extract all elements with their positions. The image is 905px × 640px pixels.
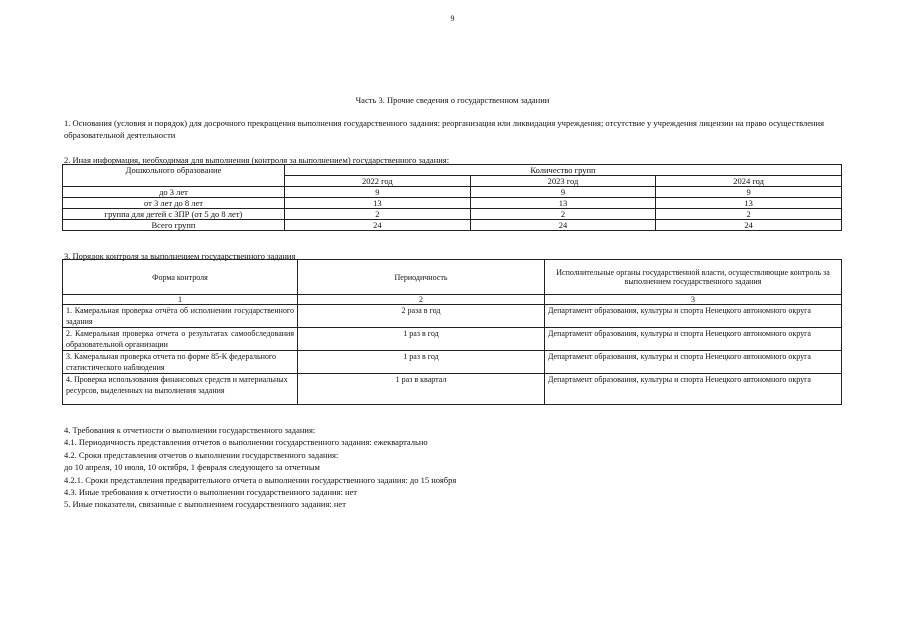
row-label: группа для детей с ЗПР (от 5 до 8 лет): [63, 209, 285, 220]
table2-header-form: Форма контроля: [63, 260, 298, 295]
item3-heading: 3. Порядок контроля за выполнением государственного задания: [64, 251, 296, 261]
table1-year: 2024 год: [656, 176, 842, 187]
control-period: 1 раз в квартал: [298, 374, 545, 405]
column-number: 1: [63, 295, 298, 305]
table1-year: 2022 год: [285, 176, 471, 187]
item2-heading: 2. Иная информация, необходимая для выполнения (контроля за выполнением) государственного задания:: [64, 155, 450, 165]
row-label: от 3 лет до 8 лет: [63, 198, 285, 209]
control-organ: Департамент образования, культуры и спорта Ненецкого автономного округа: [545, 351, 842, 374]
text-line: до 10 апреля, 10 июля, 10 октября, 1 февраля следующего за отчетным: [64, 462, 320, 473]
control-form: 1. Камеральная проверка отчёта об исполнении государственного задания: [63, 305, 298, 328]
cell-value: 13: [285, 198, 471, 209]
control-period: 1 раз в год: [298, 351, 545, 374]
table1-header-row: [63, 165, 842, 176]
table-row: [63, 328, 842, 351]
control-form: 2. Камеральная проверка отчета о результатах самообследования образовательной организации: [63, 328, 298, 351]
cell-value: 9: [285, 187, 471, 198]
column-number: 2: [298, 295, 545, 305]
table1-col-group: Количество групп: [285, 165, 842, 176]
cell-value: 24: [656, 220, 842, 231]
cell-value: 24: [470, 220, 656, 231]
control-period: 2 раза в год: [298, 305, 545, 328]
cell-value: 9: [470, 187, 656, 198]
row-label: Всего групп: [63, 220, 285, 231]
column-number: 3: [545, 295, 842, 305]
cell-value: 2: [470, 209, 656, 220]
table1-year: 2023 год: [470, 176, 656, 187]
table-row: [63, 209, 842, 220]
section-title: Часть 3. Прочие сведения о государственном задании: [355, 95, 550, 105]
text-line: 4.3. Иные требования к отчетности о выполнении государственного задания: нет: [64, 487, 357, 498]
control-organ: Департамент образования, культуры и спорта Ненецкого автономного округа: [545, 374, 842, 405]
table-row: [63, 198, 842, 209]
table2-header-organ: Исполнительные органы государственной власти, осуществляющие контроль за выполнением государственного задания: [545, 260, 842, 295]
cell-value: 24: [285, 220, 471, 231]
text-line: 4.2.1. Сроки представления предварительного отчета о выполнении государственного задания: до 15 ноября: [64, 474, 457, 485]
cell-value: 13: [656, 198, 842, 209]
table2-number-row: [63, 295, 842, 305]
control-form: 4. Проверка использования финансовых средств и материальных ресурсов, выделенных на выполнения задания: [63, 374, 298, 405]
reporting-requirements: [64, 424, 456, 511]
page-number: 9: [450, 14, 455, 23]
table2-header-row: [63, 260, 842, 295]
text-line: 4.2. Сроки представления отчетов о выполнении государственного задания:: [64, 449, 339, 460]
text-line: 4. Требования к отчетности о выполнении государственного задания:: [64, 425, 316, 435]
item1-termination-grounds: 1. Основания (условия и порядок) для досрочного прекращения выполнения государственного задания: реорганизация или ликвидация учреждения; отсутствие у учреждения лицензии на право осуществления образовательной деятельности: [64, 118, 824, 140]
control-period: 1 раз в год: [298, 328, 545, 351]
groups-count-table: [62, 164, 842, 231]
table-row: [63, 305, 842, 328]
table-row: [63, 187, 842, 198]
control-form: 3. Камеральная проверка отчета по форме 85-К федерального статистического наблюдения: [63, 351, 298, 374]
text-line: 5. Иные показатели, связанные с выполнением государственного задания: нет: [64, 499, 346, 510]
control-organ: Департамент образования, культуры и спорта Ненецкого автономного округа: [545, 328, 842, 351]
cell-value: 9: [656, 187, 842, 198]
text-line: 4.1. Периодичность представления отчетов о выполнении государственного задания: ежеквартально: [64, 437, 428, 448]
cell-value: 2: [285, 209, 471, 220]
cell-value: 2: [656, 209, 842, 220]
control-procedure-table: [62, 259, 842, 405]
table1-col-main: Дошкольного образование: [63, 165, 285, 187]
table-row: [63, 220, 842, 231]
row-label: до 3 лет: [63, 187, 285, 198]
control-organ: Департамент образования, культуры и спорта Ненецкого автономного округа: [545, 305, 842, 328]
table2-header-period: Периодичность: [298, 260, 545, 295]
cell-value: 13: [470, 198, 656, 209]
table-row: [63, 351, 842, 374]
table-row: [63, 374, 842, 405]
